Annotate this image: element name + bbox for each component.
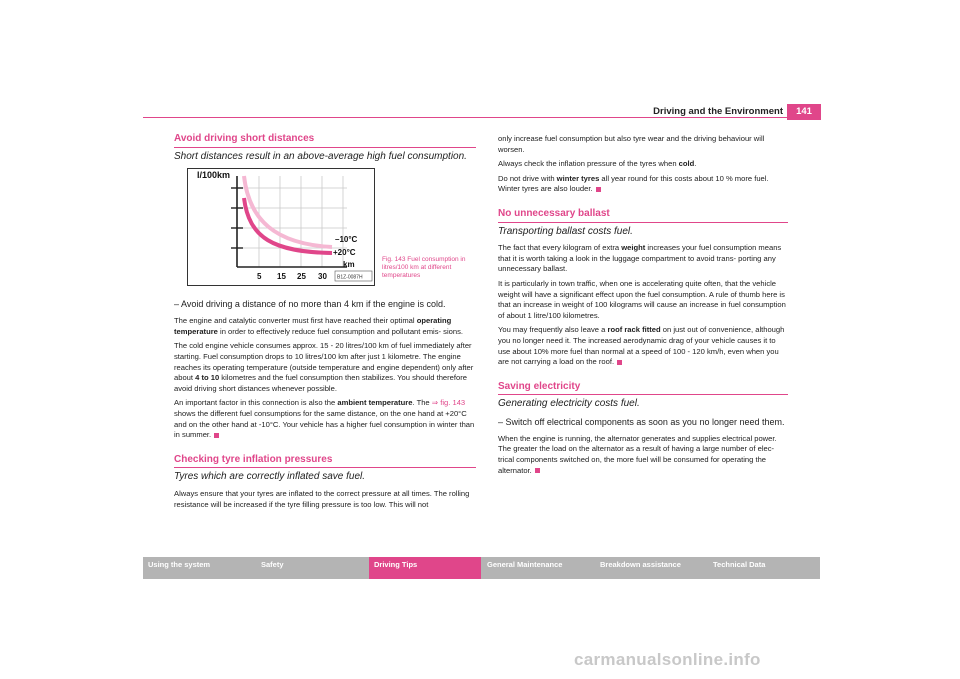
tab-technical-data[interactable]: Technical Data xyxy=(713,560,766,569)
tab-using-the-system[interactable]: Using the system xyxy=(148,560,211,569)
heading-tyres: Checking tyre inflation pressures xyxy=(174,455,476,469)
instruction-bullet: – Switch off electrical components as soon as you no longer need them. xyxy=(498,416,785,427)
x-tick: 5 xyxy=(257,272,262,282)
page-number: 141 xyxy=(787,104,821,120)
figure-143 xyxy=(174,168,476,286)
heading-ballast: No unnecessary ballast xyxy=(498,209,788,223)
tab-breakdown-assistance[interactable]: Breakdown assistance xyxy=(600,560,681,569)
chapter-title: Driving and the Environment xyxy=(653,106,783,117)
right-column xyxy=(498,134,788,480)
instruction-bullet: – Avoid driving a distance of no more than 4 km if the engine is cold. xyxy=(174,299,446,310)
footer-nav xyxy=(143,557,820,579)
paragraph: The cold engine vehicle consumes approx. 15 - 20 litres/100 km of fuel immediately after starting. Fuel consumption drops to 10 litres/100 km after just 1 kilometre. The engine reaches its operating temperature (outside temperature and engine dependent) only after about 4 to 10 kilometres and the fuel consumption then stabilizes. You should therefore avoid driving short distances whenever possible. xyxy=(174,341,474,393)
paragraph: You may frequently also leave a roof rack fitted on just out of convenience, although you no longer need it. The increased aerodynamic drag of your vehicle causes it to use about 10% more fuel than normal at a speed of 100 - 120 km/h, even when you are not carrying a load on the roof. xyxy=(498,325,785,367)
heading-electricity: Saving electricity xyxy=(498,382,788,396)
paragraph: An important factor in this connection is also the ambient temperature. The ⇒ fig. 143 shows the different fuel consumptions for the same distance, on the one hand at +20°C and on the other hand at -10°C. Your vehicle has a higher fuel consumption in winter than in summer. xyxy=(174,398,475,440)
x-tick: 30 xyxy=(318,272,327,282)
end-marker-icon xyxy=(214,433,219,438)
label-plus20: +20°C xyxy=(333,248,356,258)
subtitle-electricity: Generating electricity costs fuel. xyxy=(498,398,640,410)
label-minus10: –10°C xyxy=(335,235,358,245)
end-marker-icon xyxy=(596,187,601,192)
paragraph: only increase fuel consumption but also tyre wear and the driving behaviour will worsen. xyxy=(498,134,765,154)
paragraph: It is particularly in town traffic, when one is accelerating quite often, that the vehicle weight will have a significant effect upon the fuel consumption. A rule of thumb here is that an increase in weight of 100 kilograms will cause an increase in fuel consumption of about 1 litre/100 kilometres. xyxy=(498,278,786,320)
watermark: carmanualsonline.info xyxy=(574,650,761,669)
x-unit-label: km xyxy=(343,260,355,270)
figure-caption: Fig. 143 Fuel consumption in litres/100 km at different temperatures xyxy=(382,256,466,280)
header-rule xyxy=(143,117,820,118)
paragraph: Always ensure that your tyres are inflated to the correct pressure at all times. The rolling resistance will be increased if the tyre filling pressure is too low. This will not xyxy=(174,488,470,509)
figure-reference-link[interactable]: ⇒ fig. 143 xyxy=(431,398,466,408)
paragraph: When the engine is running, the alternator generates and supplies electrical power. The greater the load on the alternator as a result of having a large number of elec- trical components switched on, the more fuel will be consumed for operating the alternator. xyxy=(498,433,777,475)
subtitle-tyres: Tyres which are correctly inflated save fuel. xyxy=(174,471,366,483)
paragraph: Do not drive with winter tyres all year round for this costs about 10 % more fuel. Winter tyres are also louder. xyxy=(498,173,769,194)
end-marker-icon xyxy=(617,360,622,365)
x-tick: 15 xyxy=(277,272,286,282)
paragraph: The engine and catalytic converter must first have reached their optimal operating temperature in order to effectively reduce fuel consumption and pollutant emis- sions. xyxy=(174,316,463,336)
subtitle-ballast: Transporting ballast costs fuel. xyxy=(498,225,633,237)
fuel-consumption-chart xyxy=(187,168,375,286)
tab-general-maintenance[interactable]: General Maintenance xyxy=(487,560,563,569)
end-marker-icon xyxy=(535,468,540,473)
tab-driving-tips[interactable]: Driving Tips xyxy=(369,557,481,579)
figure-code: B1Z-0087H xyxy=(337,274,363,281)
paragraph: Always check the inflation pressure of the tyres when cold. xyxy=(498,159,697,169)
x-tick: 25 xyxy=(297,272,306,282)
y-axis-label: l/100km xyxy=(197,170,231,181)
heading-short-distances: Avoid driving short distances xyxy=(174,134,476,148)
paragraph: The fact that every kilogram of extra weight increases your fuel consumption means that it is worth taking a look in the luggage compartment to avoid trans- porting any unnecessary ballast. xyxy=(498,243,782,274)
left-column xyxy=(174,134,476,514)
subtitle-short-distances: Short distances result in an above-average high fuel consumption. xyxy=(174,150,467,162)
tab-safety[interactable]: Safety xyxy=(261,560,284,569)
